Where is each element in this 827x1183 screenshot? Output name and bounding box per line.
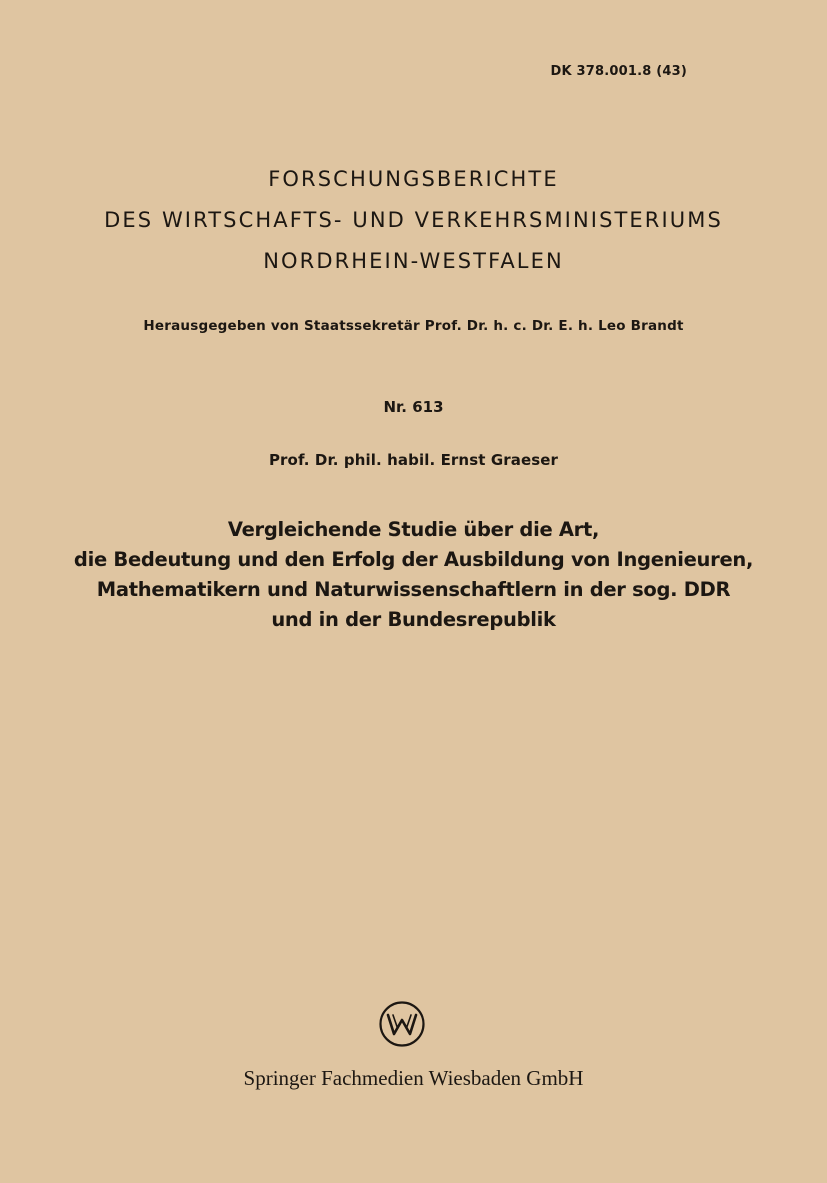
book-title-line-2: die Bedeutung und den Erfolg der Ausbildung von Ingenieuren, — [73, 548, 754, 571]
publisher-name: Springer Fachmedien Wiesbaden GmbH — [243, 1066, 584, 1090]
series-title-line-1: FORSCHUNGSBERICHTE — [268, 167, 559, 191]
series-title-line-3: NORDRHEIN-WESTFALEN — [263, 249, 564, 273]
publisher-logo-icon — [378, 1000, 426, 1048]
issue-number: Nr. 613 — [383, 398, 444, 416]
book-title-line-4: und in der Bundesrepublik — [271, 608, 556, 631]
editor-line: Herausgegeben von Staatssekretär Prof. Dr. h. c. Dr. E. h. Leo Brandt — [143, 318, 684, 334]
series-title — [0, 159, 827, 282]
classification-number: DK 378.001.8 (43) — [550, 64, 687, 79]
author-name: Prof. Dr. phil. habil. Ernst Graeser — [268, 451, 559, 469]
series-title-line-2: DES WIRTSCHAFTS- UND VERKEHRSMINISTERIUMS — [104, 208, 723, 232]
book-title — [0, 515, 827, 635]
book-title-line-1: Vergleichende Studie über die Art, — [227, 518, 600, 541]
book-title-line-3: Mathematikern und Naturwissenschaftlern in der sog. DDR — [96, 578, 731, 601]
